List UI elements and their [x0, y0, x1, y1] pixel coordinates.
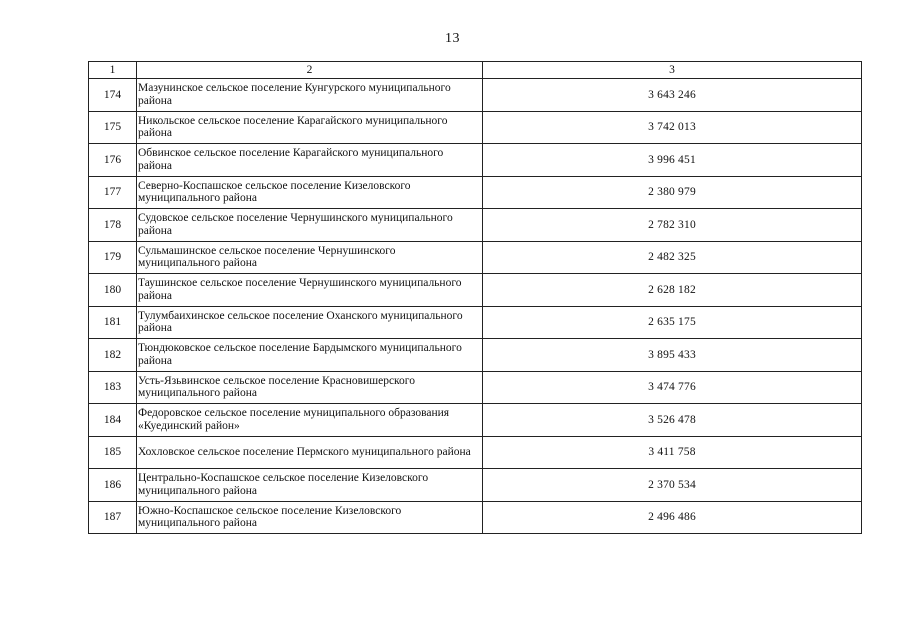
row-number: 176 [89, 144, 137, 177]
settlement-name: Центрально-Коспашское сельское поселение Кизеловского муниципального района [137, 469, 483, 502]
row-number: 178 [89, 209, 137, 242]
row-number: 177 [89, 176, 137, 209]
row-number: 182 [89, 339, 137, 372]
row-number: 174 [89, 79, 137, 112]
allocation-amount: 2 370 534 [483, 469, 862, 502]
row-number: 184 [89, 404, 137, 437]
row-number: 185 [89, 436, 137, 469]
allocation-amount: 3 996 451 [483, 144, 862, 177]
table-body [89, 79, 862, 534]
settlement-name: Сульмашинское сельское поселение Чернушинского муниципального района [137, 241, 483, 274]
header-row [89, 62, 862, 79]
row-number: 179 [89, 241, 137, 274]
settlement-name: Южно-Коспашское сельское поселение Кизеловского муниципального района [137, 501, 483, 534]
allocation-amount: 2 482 325 [483, 241, 862, 274]
allocation-amount: 3 411 758 [483, 436, 862, 469]
allocation-amount: 3 474 776 [483, 371, 862, 404]
table-row [89, 371, 862, 404]
allocation-amount: 3 643 246 [483, 79, 862, 112]
allocation-amount: 2 496 486 [483, 501, 862, 534]
allocation-amount: 3 895 433 [483, 339, 862, 372]
settlement-name: Мазунинское сельское поселение Кунгурского муниципального района [137, 79, 483, 112]
table-row [89, 501, 862, 534]
row-number: 186 [89, 469, 137, 502]
table-row [89, 306, 862, 339]
header-col-1: 1 [89, 62, 137, 79]
row-number: 175 [89, 111, 137, 144]
table-row [89, 339, 862, 372]
table-row [89, 404, 862, 437]
table-row [89, 469, 862, 502]
allocation-amount: 3 526 478 [483, 404, 862, 437]
settlement-name: Тюндюковское сельское поселение Бардымского муниципального района [137, 339, 483, 372]
page-number: 13 [445, 31, 460, 46]
allocation-amount: 3 742 013 [483, 111, 862, 144]
table-row [89, 111, 862, 144]
settlement-name: Таушинское сельское поселение Чернушинского муниципального района [137, 274, 483, 307]
settlement-name: Северно-Коспашское сельское поселение Кизеловского муниципального района [137, 176, 483, 209]
row-number: 187 [89, 501, 137, 534]
allocation-amount: 2 782 310 [483, 209, 862, 242]
settlement-name: Тулумбаихинское сельское поселение Оханского муниципального района [137, 306, 483, 339]
table-row [89, 144, 862, 177]
table-header [89, 62, 862, 79]
row-number: 183 [89, 371, 137, 404]
settlement-name: Судовское сельское поселение Чернушинского муниципального района [137, 209, 483, 242]
table-row [89, 79, 862, 112]
allocation-amount: 2 635 175 [483, 306, 862, 339]
row-number: 181 [89, 306, 137, 339]
header-col-2: 2 [137, 62, 483, 79]
header-col-3: 3 [483, 62, 862, 79]
settlement-name: Обвинское сельское поселение Карагайского муниципального района [137, 144, 483, 177]
settlement-name: Хохловское сельское поселение Пермского муниципального района [137, 436, 483, 469]
table-row [89, 176, 862, 209]
row-number: 180 [89, 274, 137, 307]
table-row [89, 209, 862, 242]
settlement-name: Усть-Язьвинское сельское поселение Красновишерского муниципального района [137, 371, 483, 404]
table-row [89, 241, 862, 274]
table-row [89, 436, 862, 469]
table-row [89, 274, 862, 307]
allocation-amount: 2 380 979 [483, 176, 862, 209]
settlement-name: Федоровское сельское поселение муниципального образования «Куединский район» [137, 404, 483, 437]
allocation-amount: 2 628 182 [483, 274, 862, 307]
allocation-table [88, 61, 862, 534]
settlement-name: Никольское сельское поселение Карагайского муниципального района [137, 111, 483, 144]
